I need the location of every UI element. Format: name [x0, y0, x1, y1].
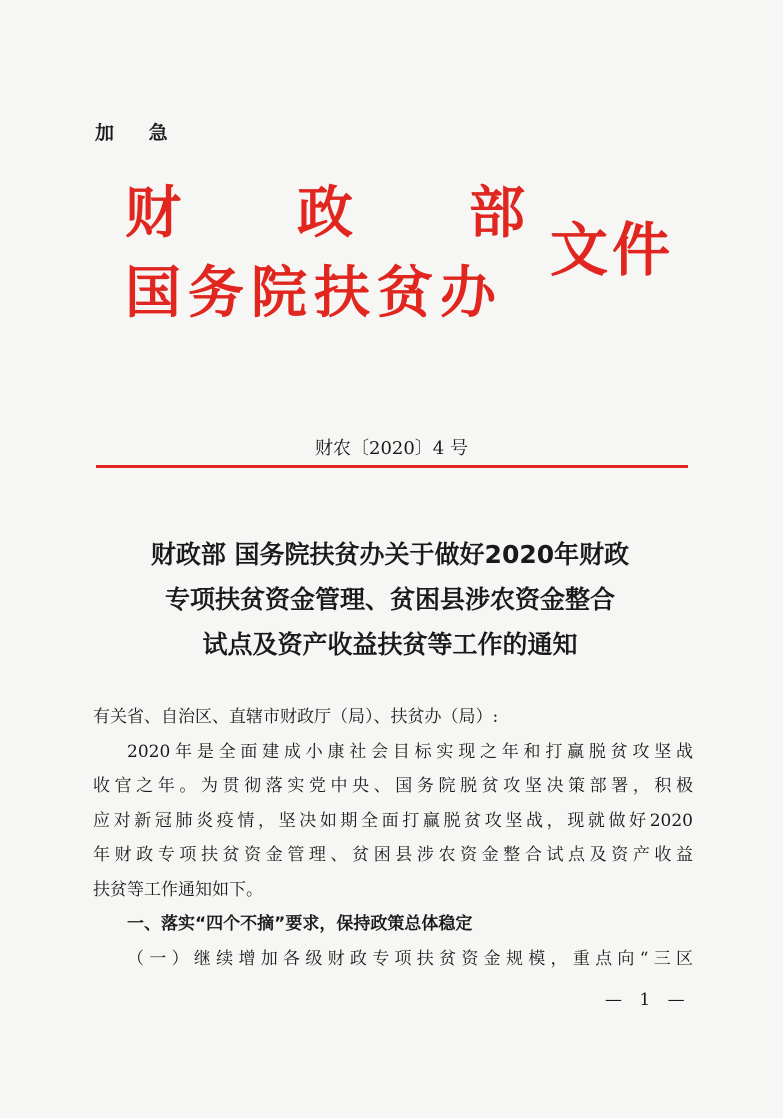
- body-line: 扶贫等工作通知如下。: [93, 879, 263, 900]
- urgency-label: 加 急: [95, 122, 182, 144]
- document-title: [90, 532, 690, 667]
- issuer-line-2: 国务院扶贫办: [125, 261, 503, 326]
- title-line: 试点及资产收益扶贫等工作的通知: [202, 630, 578, 659]
- body-line: 应对新冠肺炎疫情，坚决如期全面打赢脱贫攻坚战，现就做好2020: [93, 810, 693, 831]
- body-line: （一）继续增加各级财政专项扶贫资金规模，重点向“三区: [127, 948, 693, 969]
- red-divider: [96, 465, 688, 468]
- section-heading: 一、落实“四个不摘”要求，保持政策总体稳定: [127, 914, 473, 934]
- title-line: 财政部 国务院扶贫办关于做好2020年财政: [150, 540, 630, 569]
- document-body: [93, 700, 693, 976]
- document-word: 文件: [550, 216, 675, 284]
- issuer-char: 部: [469, 181, 525, 246]
- page-number: — 1 —: [605, 990, 691, 1010]
- addressee: 有关省、自治区、直辖市财政厅（局）、扶贫办（局）:: [93, 707, 499, 727]
- issuer-char: 政: [297, 181, 353, 246]
- body-line: 2020年是全面建成小康社会目标实现之年和打赢脱贫攻坚战: [127, 741, 693, 762]
- title-line: 专项扶贫资金管理、贫困县涉农资金整合: [164, 585, 615, 614]
- body-line: 收官之年。为贯彻落实党中央、国务院脱贫攻坚决策部署，积极: [93, 776, 693, 796]
- issuer-line-1: [125, 182, 525, 246]
- document-number: 财农〔2020〕4 号: [315, 438, 468, 459]
- issuer-char: 财: [125, 181, 181, 246]
- body-line: 年财政专项扶贫资金管理、贫困县涉农资金整合试点及资产收益: [93, 845, 693, 865]
